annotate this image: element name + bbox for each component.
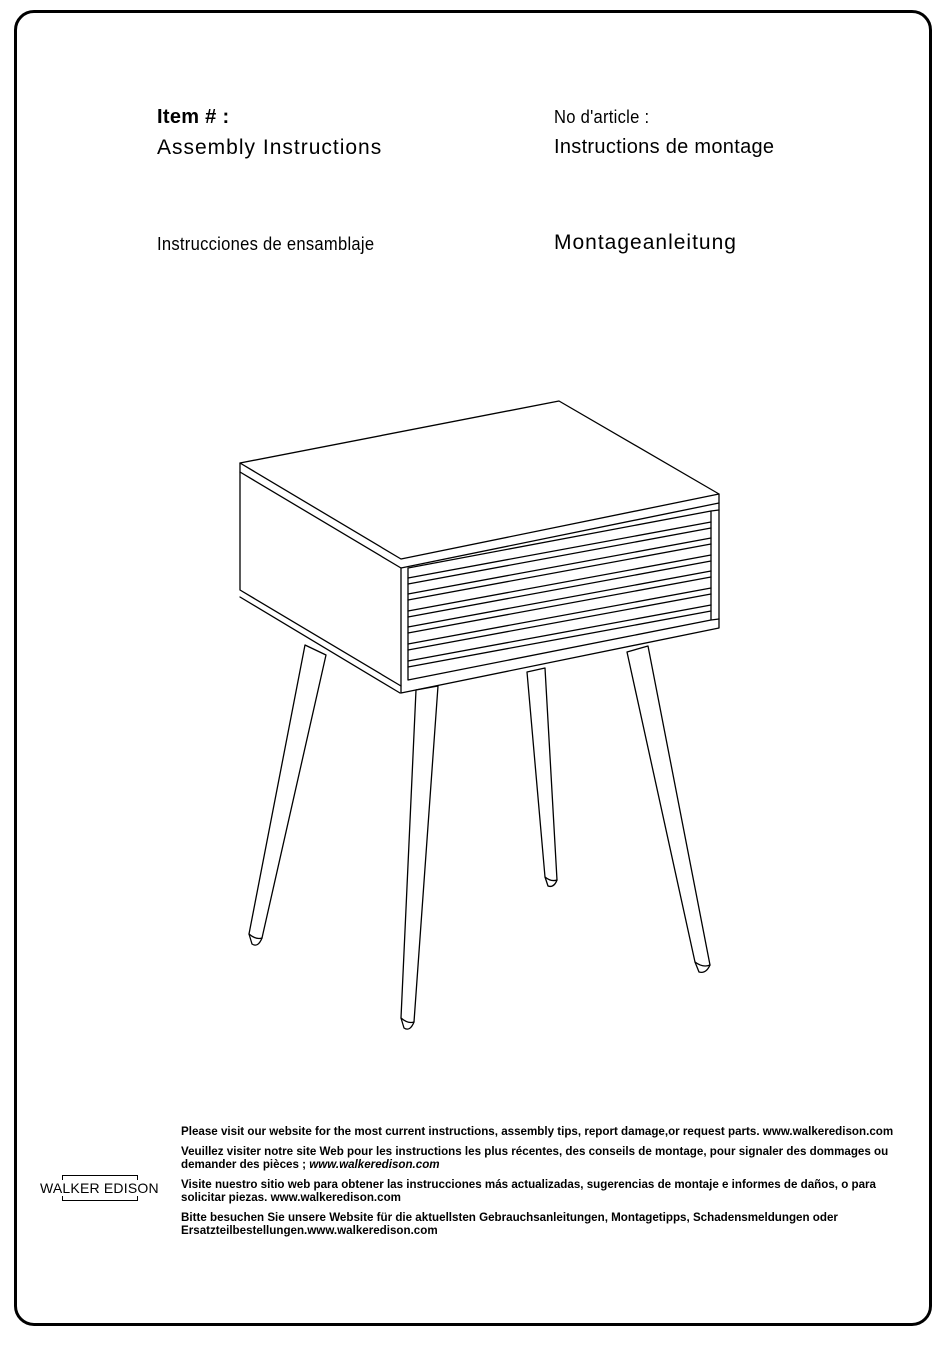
notice-es-text: Visite nuestro sitio web para obtener las instrucciones más actualizadas, sugerencias de montaje e informes de daños, o para solicitar piezas. [181, 1178, 876, 1204]
logo-bracket-bottom [62, 1196, 138, 1201]
notice-fr [181, 1145, 909, 1171]
side-table-illustration [230, 395, 730, 1040]
notice-en [181, 1125, 909, 1138]
notice-es-url[interactable]: www.walkeredison.com [270, 1191, 401, 1204]
notice-en-text: Please visit our website for the most current instructions, assembly tips, report damage,or request parts. [181, 1125, 760, 1138]
assembly-instructions-de: Montageanleitung [554, 231, 737, 254]
notice-es [181, 1178, 909, 1204]
assembly-instructions-en: Assembly Instructions [157, 136, 383, 159]
notice-fr-url[interactable]: www.walkeredison.com [309, 1158, 440, 1171]
notice-de [181, 1211, 909, 1237]
assembly-instructions-fr: Instructions de montage [554, 136, 775, 158]
assembly-instructions-es: Instrucciones de ensamblaje [157, 234, 375, 254]
notice-de-url[interactable]: www.walkeredison.com [307, 1224, 438, 1237]
walker-edison-logo [40, 1172, 158, 1204]
table-top [240, 401, 719, 559]
notice-fr-text: Veuillez visiter notre site Web pour les instructions les plus récentes, des conseils de montage, pour signaler des dommages ou demander des pièces ; [181, 1145, 889, 1171]
notice-de-text: Bitte besuchen Sie unsere Website für die aktuellsten Gebrauchsanleitungen, Montagetipps, Schadensmeldungen oder Ersatzteilbestellungen. [181, 1211, 838, 1237]
website-notice [181, 1125, 909, 1244]
logo-text: WALKER EDISON [40, 1180, 159, 1196]
table-legs [249, 645, 710, 1029]
notice-en-url[interactable]: www.walkeredison.com [762, 1125, 894, 1138]
item-number-label: Item # : [157, 106, 230, 128]
item-number-label-fr: No d'article : [554, 107, 650, 127]
